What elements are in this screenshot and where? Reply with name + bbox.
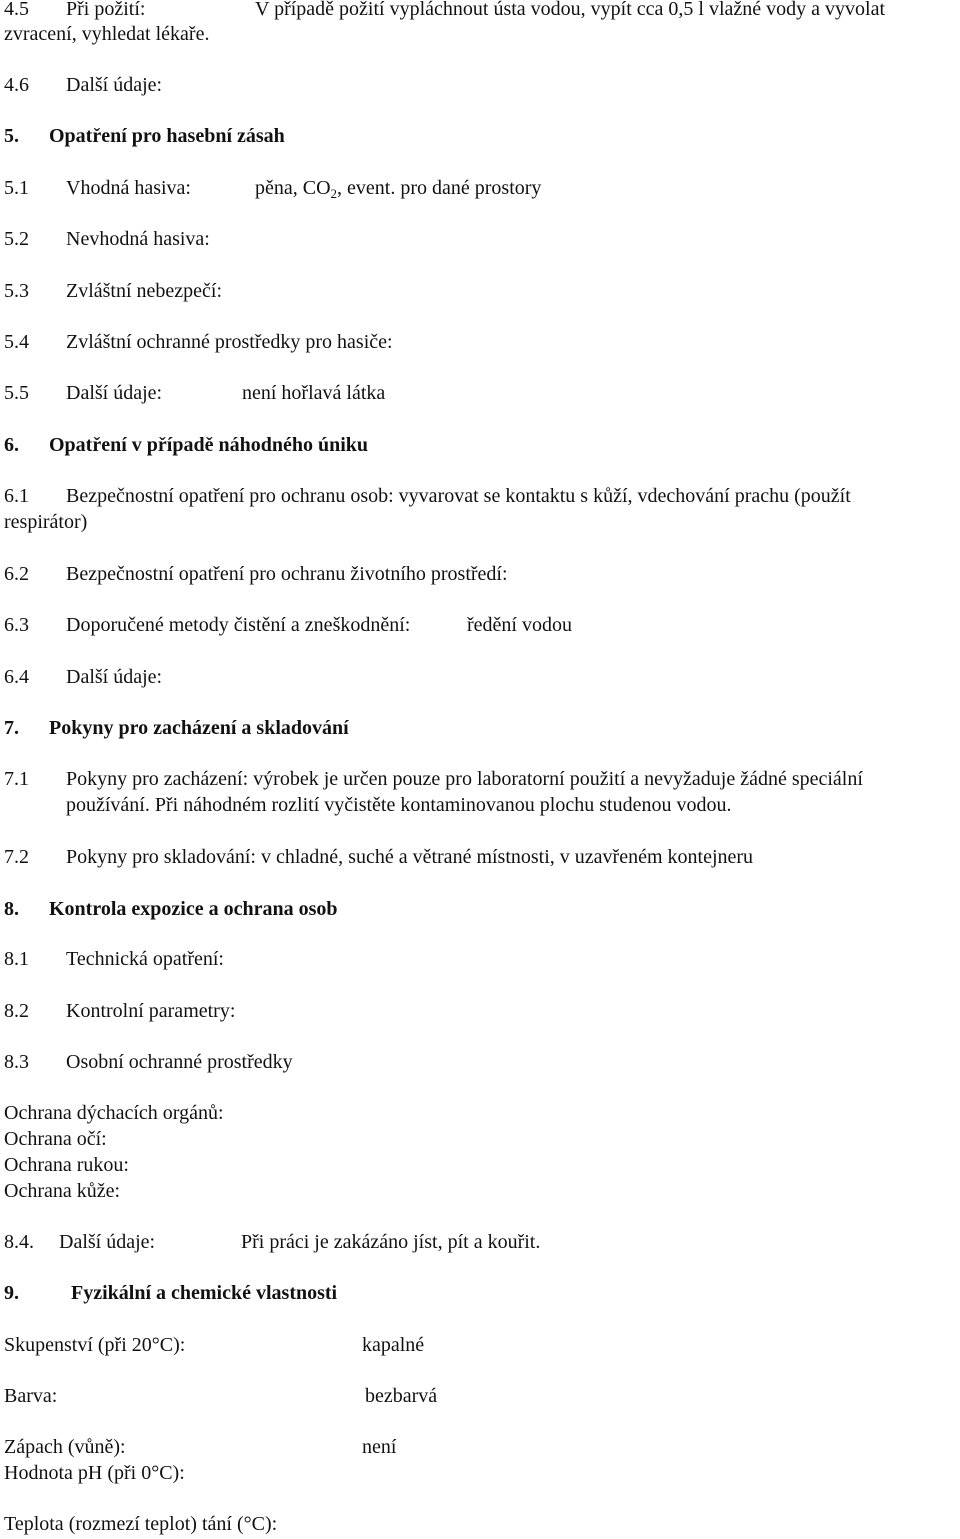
section-9-heading: Fyzikální a chemické vlastnosti (71, 1282, 338, 1304)
section-6-heading: Opatření v případě náhodného úniku (49, 434, 368, 456)
item-5-4-label: Zvláštní ochranné prostředky pro hasiče: (66, 331, 393, 353)
item-7-1-text: Pokyny pro zacházení: výrobek je určen pouze pro laboratorní použití a nevyžaduje žádné speciální (66, 768, 863, 790)
melting-point-label: Teplota (rozmezí teplot) tání (°C): (4, 1513, 278, 1535)
item-8-1-label: Technická opatření: (66, 948, 224, 970)
item-4-5-value-cont: zvracení, vyhledat lékaře. (4, 23, 210, 45)
section-5-number: 5. (4, 125, 19, 147)
eye-protection-label: Ochrana očí: (4, 1128, 107, 1150)
item-5-5-number: 5.5 (4, 382, 29, 404)
item-6-4-label: Další údaje: (66, 666, 163, 688)
item-7-2-number: 7.2 (4, 846, 29, 868)
item-6-3-value: ředění vodou (467, 614, 572, 636)
item-8-4-value: Při práci je zakázáno jíst, pít a kouřit. (241, 1231, 541, 1253)
hand-protection-label: Ochrana rukou: (4, 1154, 129, 1176)
item-5-5-value: není hořlavá látka (242, 382, 386, 404)
item-6-3-number: 6.3 (4, 614, 29, 636)
item-8-3-label: Osobní ochranné prostředky (66, 1051, 293, 1073)
section-9-number: 9. (4, 1282, 19, 1304)
section-7-heading: Pokyny pro zacházení a skladování (49, 717, 349, 739)
item-8-2-number: 8.2 (4, 1000, 29, 1022)
state-value: kapalné (362, 1334, 425, 1356)
item-8-1-number: 8.1 (4, 948, 29, 970)
item-5-1-value: pěna, $CO_2$, event. pro dané prostory (255, 177, 542, 201)
item-8-2-label: Kontrolní parametry: (66, 1000, 236, 1022)
item-4-5-label: Při požití: (66, 0, 146, 20)
item-5-4-number: 5.4 (4, 331, 29, 353)
item-6-2-number: 6.2 (4, 563, 29, 585)
color-label: Barva: (4, 1385, 58, 1407)
section-6-number: 6. (4, 434, 19, 456)
item-4-5-number: 4.5 (4, 0, 29, 20)
item-6-1-number: 6.1 (4, 485, 29, 507)
item-8-4-number: 8.4. (4, 1231, 34, 1253)
item-8-4-label: Další údaje: (59, 1231, 156, 1253)
item-5-3-number: 5.3 (4, 280, 29, 302)
item-4-6-number: 4.6 (4, 74, 29, 96)
item-4-5-value: V případě požití vypláchnout ústa vodou, vypít cca 0,5 l vlažné vody a vyvolat (255, 0, 886, 20)
section-8-number: 8. (4, 898, 19, 920)
item-5-2-label: Nevhodná hasiva: (66, 228, 210, 250)
section-7-number: 7. (4, 717, 19, 739)
ph-label: Hodnota pH (při 0°C): (4, 1462, 185, 1484)
odor-value: není (362, 1436, 397, 1458)
item-6-2-label: Bezpečnostní opatření pro ochranu životního prostředí: (66, 563, 508, 585)
color-value: bezbarvá (365, 1385, 438, 1407)
item-6-3-label: Doporučené metody čistění a zneškodnění: (66, 614, 411, 636)
item-7-2-text: Pokyny pro skladování: v chladné, suché a větrané místnosti, v uzavřeném kontejneru (66, 846, 754, 868)
item-5-1-number: 5.1 (4, 177, 29, 199)
item-5-1-label: Vhodná hasiva: (66, 177, 191, 199)
item-7-1-number: 7.1 (4, 768, 29, 790)
item-6-4-number: 6.4 (4, 666, 29, 688)
item-4-6-label: Další údaje: (66, 74, 163, 96)
skin-protection-label: Ochrana kůže: (4, 1180, 121, 1202)
item-8-3-number: 8.3 (4, 1051, 29, 1073)
item-5-3-label: Zvláštní nebezpečí: (66, 280, 223, 302)
state-label: Skupenství (při 20°C): (4, 1334, 186, 1356)
section-5-heading: Opatření pro hasební zásah (49, 125, 285, 147)
item-6-1-text-cont: respirátor) (4, 511, 88, 533)
item-5-2-number: 5.2 (4, 228, 29, 250)
odor-label: Zápach (vůně): (4, 1436, 126, 1458)
item-5-5-label: Další údaje: (66, 382, 163, 404)
section-8-heading: Kontrola expozice a ochrana osob (49, 898, 338, 920)
item-6-1-text: Bezpečnostní opatření pro ochranu osob: vyvarovat se kontaktu s kůží, vdechování prachu (použít (66, 485, 851, 507)
respiratory-protection-label: Ochrana dýchacích orgánů: (4, 1102, 224, 1124)
item-7-1-text-cont: používání. Při náhodném rozlití vyčistěte kontaminovanou plochu studenou vodou. (66, 794, 732, 816)
